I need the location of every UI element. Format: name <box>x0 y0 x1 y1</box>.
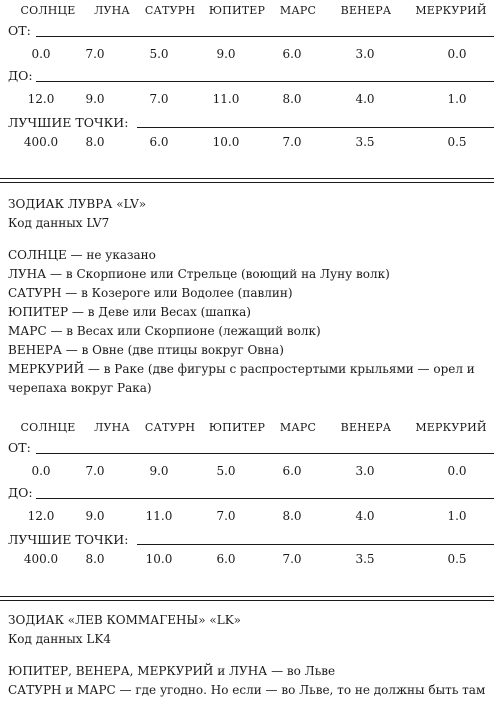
column-header: МЕРКУРИЙ <box>415 421 487 434</box>
from-rule <box>36 36 494 37</box>
best-value: 0.5 <box>447 135 467 149</box>
zodiac-line: СОЛНЦЕ — не указано <box>8 248 156 262</box>
section-divider <box>0 596 494 601</box>
best-value: 7.0 <box>282 135 302 149</box>
to-label: ДО: <box>8 485 33 500</box>
to-value: 8.0 <box>282 509 302 523</box>
column-header: МАРС <box>279 4 317 17</box>
data-code: Код данных LV7 <box>8 216 110 230</box>
to-value: 9.0 <box>85 92 105 106</box>
to-value: 4.0 <box>355 92 375 106</box>
best-value: 8.0 <box>85 552 105 566</box>
from-value: 7.0 <box>85 464 105 478</box>
column-header: ЮПИТЕР <box>208 4 266 17</box>
zodiac-line: ЮПИТЕР — в Деве или Весах (шапка) <box>8 305 251 319</box>
to-value: 11.0 <box>145 509 173 523</box>
from-value: 3.0 <box>355 464 375 478</box>
section-title: ЗОДИАК «ЛЕВ КОММАГЕНЫ» «LK» <box>8 613 242 627</box>
best-value: 8.0 <box>85 135 105 149</box>
from-value: 0.0 <box>31 464 51 478</box>
column-header: МАРС <box>279 421 317 434</box>
column-header: ЮПИТЕР <box>208 421 266 434</box>
best-rule <box>137 544 494 545</box>
from-value: 3.0 <box>355 47 375 61</box>
column-header: ВЕНЕРА <box>340 4 392 17</box>
zodiac-line: МЕРКУРИЙ — в Раке (две фигуры с распростертыми крыльями — орел и <box>8 362 475 376</box>
from-value: 6.0 <box>282 47 302 61</box>
zodiac-line: черепаха вокруг Рака) <box>8 381 152 395</box>
from-value: 6.0 <box>282 464 302 478</box>
from-value: 9.0 <box>149 464 169 478</box>
column-header: СОЛНЦЕ <box>20 421 76 434</box>
zodiac-line: ЮПИТЕР, ВЕНЕРА, МЕРКУРИЙ и ЛУНА — во Льве <box>8 664 336 678</box>
best-value: 7.0 <box>282 552 302 566</box>
to-value: 7.0 <box>149 92 169 106</box>
column-header: САТУРН <box>144 4 196 17</box>
best-value: 10.0 <box>212 135 240 149</box>
to-label: ДО: <box>8 68 33 83</box>
to-value: 12.0 <box>27 509 55 523</box>
best-label: ЛУЧШИЕ ТОЧКИ: <box>8 115 129 130</box>
best-value: 3.5 <box>355 552 375 566</box>
column-header: САТУРН <box>144 421 196 434</box>
zodiac-line: ВЕНЕРА — в Овне (две птицы вокруг Овна) <box>8 343 284 357</box>
zodiac-line: САТУРН и МАРС — где угодно. Но если — во Льве, то не должны быть там <box>8 683 486 697</box>
section-title: ЗОДИАК ЛУВРА «LV» <box>8 197 147 211</box>
column-header: МЕРКУРИЙ <box>415 4 487 17</box>
from-value: 7.0 <box>85 47 105 61</box>
column-header: СОЛНЦЕ <box>20 4 76 17</box>
to-value: 12.0 <box>27 92 55 106</box>
from-value: 0.0 <box>31 47 51 61</box>
from-label: ОТ: <box>8 23 31 38</box>
column-header: ВЕНЕРА <box>340 421 392 434</box>
best-value: 10.0 <box>145 552 173 566</box>
zodiac-line: МАРС — в Весах или Скорпионе (лежащий волк) <box>8 324 321 338</box>
to-value: 1.0 <box>447 92 467 106</box>
best-value: 400.0 <box>23 135 59 149</box>
to-value: 11.0 <box>212 92 240 106</box>
best-label: ЛУЧШИЕ ТОЧКИ: <box>8 532 129 547</box>
from-label: ОТ: <box>8 440 31 455</box>
from-value: 9.0 <box>216 47 236 61</box>
to-rule <box>36 81 494 82</box>
best-value: 400.0 <box>23 552 59 566</box>
best-value: 0.5 <box>447 552 467 566</box>
from-value: 5.0 <box>216 464 236 478</box>
best-value: 6.0 <box>216 552 236 566</box>
to-value: 8.0 <box>282 92 302 106</box>
data-code: Код данных LK4 <box>8 632 111 646</box>
zodiac-line: САТУРН — в Козероге или Водолее (павлин) <box>8 286 293 300</box>
to-value: 1.0 <box>447 509 467 523</box>
zodiac-line: ЛУНА — в Скорпионе или Стрельце (воющий на Луну волк) <box>8 267 390 281</box>
section-divider <box>0 178 494 183</box>
from-value: 0.0 <box>447 464 467 478</box>
to-value: 7.0 <box>216 509 236 523</box>
best-rule <box>137 127 494 128</box>
to-rule <box>36 498 494 499</box>
from-rule <box>36 453 494 454</box>
column-header: ЛУНА <box>94 4 130 17</box>
to-value: 9.0 <box>85 509 105 523</box>
column-header: ЛУНА <box>94 421 130 434</box>
from-value: 0.0 <box>447 47 467 61</box>
best-value: 6.0 <box>149 135 169 149</box>
from-value: 5.0 <box>149 47 169 61</box>
to-value: 4.0 <box>355 509 375 523</box>
best-value: 3.5 <box>355 135 375 149</box>
